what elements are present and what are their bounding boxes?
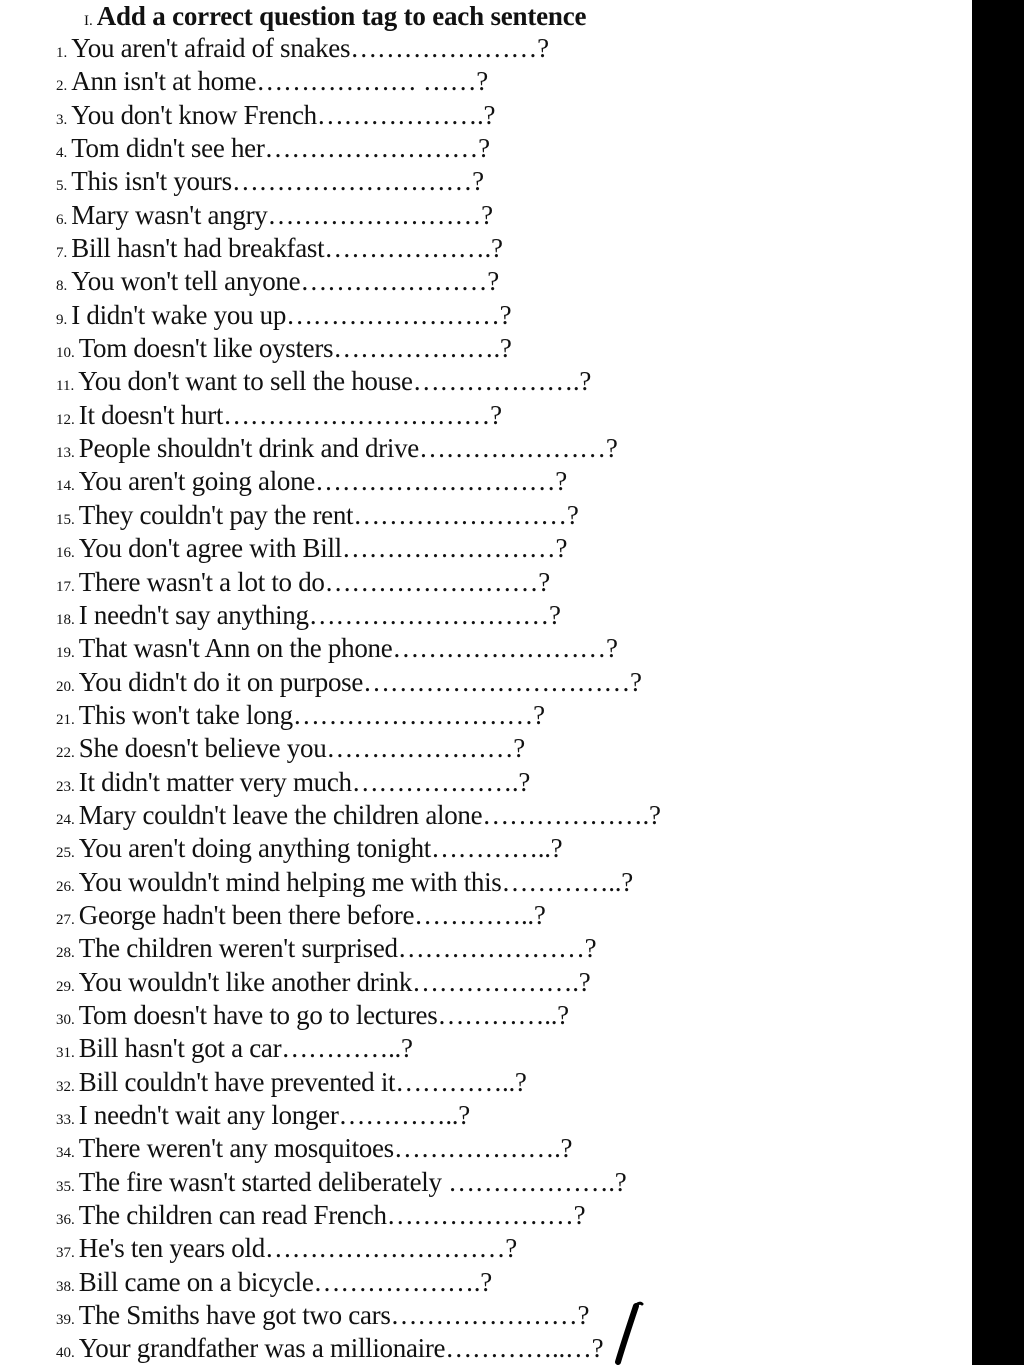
question-number: 18. xyxy=(56,611,75,628)
question-number: 2. xyxy=(56,78,68,95)
question-item xyxy=(56,65,661,98)
question-item xyxy=(56,232,661,265)
question-text: You won't tell anyone…………………? xyxy=(71,266,499,297)
question-item xyxy=(56,532,661,565)
question-item xyxy=(56,265,661,298)
question-text: They couldn't pay the rent……………………? xyxy=(78,499,579,530)
question-number: 3. xyxy=(56,111,68,128)
question-number: 37. xyxy=(56,1245,75,1262)
question-item xyxy=(56,766,661,799)
question-number: 10. xyxy=(56,345,75,362)
question-item xyxy=(56,32,661,65)
question-number: 38. xyxy=(56,1278,75,1295)
question-item xyxy=(56,932,661,965)
question-item xyxy=(56,399,661,432)
question-item xyxy=(56,699,661,732)
question-text: He's ten years old………………………? xyxy=(78,1233,517,1264)
question-item xyxy=(56,1232,661,1265)
question-item xyxy=(56,1299,661,1332)
question-item xyxy=(56,1332,661,1365)
question-number: 27. xyxy=(56,911,75,928)
question-text: You don't know French……………….? xyxy=(71,99,496,130)
question-item xyxy=(56,499,661,532)
section-number: I. xyxy=(84,13,93,29)
question-item xyxy=(56,432,661,465)
question-number: 24. xyxy=(56,811,75,828)
question-text: You wouldn't mind helping me with this…………..? xyxy=(78,866,633,897)
question-number: 28. xyxy=(56,945,75,962)
question-text: The fire wasn't started deliberately ……………….? xyxy=(78,1166,627,1197)
question-number: 11. xyxy=(56,378,75,395)
question-item xyxy=(56,966,661,999)
question-text: She doesn't believe you…………………? xyxy=(78,733,525,764)
question-number: 36. xyxy=(56,1212,75,1229)
question-number: 40. xyxy=(56,1345,75,1362)
question-text: You don't agree with Bill……………………? xyxy=(78,533,568,564)
question-number: 7. xyxy=(56,245,68,262)
question-item xyxy=(56,599,661,632)
question-item xyxy=(56,199,661,232)
question-number: 9. xyxy=(56,311,68,328)
question-item xyxy=(56,1099,661,1132)
question-text: That wasn't Ann on the phone……………………? xyxy=(78,633,618,664)
question-text: You wouldn't like another drink……………….? xyxy=(78,966,591,997)
question-text: You didn't do it on purpose…………………………? xyxy=(78,666,642,697)
question-number: 35. xyxy=(56,1178,75,1195)
question-number: 39. xyxy=(56,1312,75,1329)
question-number: 19. xyxy=(56,645,75,662)
question-number: 21. xyxy=(56,711,75,728)
question-text: It didn't matter very much……………….? xyxy=(78,766,531,797)
question-number: 6. xyxy=(56,211,68,228)
question-number: 23. xyxy=(56,778,75,795)
question-text: Bill couldn't have prevented it…………..? xyxy=(78,1066,527,1097)
question-text: Tom didn't see her……………………? xyxy=(71,133,490,164)
question-number: 26. xyxy=(56,878,75,895)
question-number: 8. xyxy=(56,278,68,295)
question-text: The children can read French…………………? xyxy=(78,1200,586,1231)
question-number: 34. xyxy=(56,1145,75,1162)
question-text: The children weren't surprised…………………? xyxy=(78,933,597,964)
question-text: You don't want to sell the house……………….? xyxy=(78,366,592,397)
question-item xyxy=(56,732,661,765)
question-number: 31. xyxy=(56,1045,75,1062)
question-item xyxy=(56,1266,661,1299)
question-number: 20. xyxy=(56,678,75,695)
question-text: This isn't yours………………………? xyxy=(71,166,484,197)
question-text: Bill hasn't got a car…………..? xyxy=(78,1033,413,1064)
scan-edge-band xyxy=(972,0,1024,1365)
question-number: 14. xyxy=(56,478,75,495)
question-text: Mary wasn't angry……………………? xyxy=(71,199,493,230)
question-number: 15. xyxy=(56,511,75,528)
question-number: 29. xyxy=(56,978,75,995)
question-number: 12. xyxy=(56,411,75,428)
question-number: 1. xyxy=(56,45,68,61)
question-item xyxy=(56,899,661,932)
question-list xyxy=(56,32,661,1366)
question-number: 4. xyxy=(56,145,68,162)
question-number: 17. xyxy=(56,578,75,595)
question-number: 32. xyxy=(56,1078,75,1095)
question-item xyxy=(56,299,661,332)
section-heading xyxy=(84,0,586,32)
question-item xyxy=(56,832,661,865)
question-text: Your grandfather was a millionaire…………..…? xyxy=(78,1333,604,1364)
question-text: Tom doesn't like oysters……………….? xyxy=(78,333,512,364)
question-text: Tom doesn't have to go to lectures…………..? xyxy=(78,999,569,1030)
question-item xyxy=(56,1132,661,1165)
question-text: Ann isn't at home……………… ……? xyxy=(71,66,488,97)
question-text: The Smiths have got two cars…………………? xyxy=(78,1300,590,1331)
question-number: 22. xyxy=(56,745,75,762)
question-item xyxy=(56,666,661,699)
question-text: Bill came on a bicycle……………….? xyxy=(78,1266,492,1297)
question-number: 30. xyxy=(56,1011,75,1028)
question-item xyxy=(56,99,661,132)
question-item xyxy=(56,1166,661,1199)
question-item xyxy=(56,1199,661,1232)
question-item xyxy=(56,632,661,665)
question-number: 13. xyxy=(56,445,75,462)
question-item xyxy=(56,1066,661,1099)
question-item xyxy=(56,866,661,899)
section-title: Add a correct question tag to each sentence xyxy=(96,1,587,31)
question-item xyxy=(56,365,661,398)
question-text: Bill hasn't had breakfast……………….? xyxy=(71,233,503,264)
question-text: I needn't say anything………………………? xyxy=(78,599,561,630)
question-text: I needn't wait any longer…………..? xyxy=(78,1100,470,1130)
question-item xyxy=(56,465,661,498)
question-text: It doesn't hurt…………………………? xyxy=(78,399,502,430)
question-item xyxy=(56,1032,661,1065)
question-number: 16. xyxy=(56,545,75,562)
question-text: George hadn't been there before…………..? xyxy=(78,899,546,930)
question-text: You aren't afraid of snakes…………………? xyxy=(71,33,549,63)
question-text: You aren't doing anything tonight…………..? xyxy=(78,833,563,864)
question-text: People shouldn't drink and drive…………………? xyxy=(78,433,618,464)
question-text: I didn't wake you up……………………? xyxy=(71,299,512,330)
question-item xyxy=(56,799,661,832)
question-item xyxy=(56,132,661,165)
question-text: You aren't going alone………………………? xyxy=(78,466,567,497)
question-number: 33. xyxy=(56,1112,75,1128)
question-item xyxy=(56,566,661,599)
question-text: This won't take long………………………? xyxy=(78,699,545,730)
question-number: 25. xyxy=(56,845,75,862)
question-item xyxy=(56,165,661,198)
question-item xyxy=(56,332,661,365)
question-item xyxy=(56,999,661,1032)
question-text: There wasn't a lot to do……………………? xyxy=(78,566,550,597)
question-text: Mary couldn't leave the children alone……………….? xyxy=(78,799,661,830)
question-text: There weren't any mosquitoes……………….? xyxy=(78,1133,573,1164)
question-number: 5. xyxy=(56,178,68,195)
